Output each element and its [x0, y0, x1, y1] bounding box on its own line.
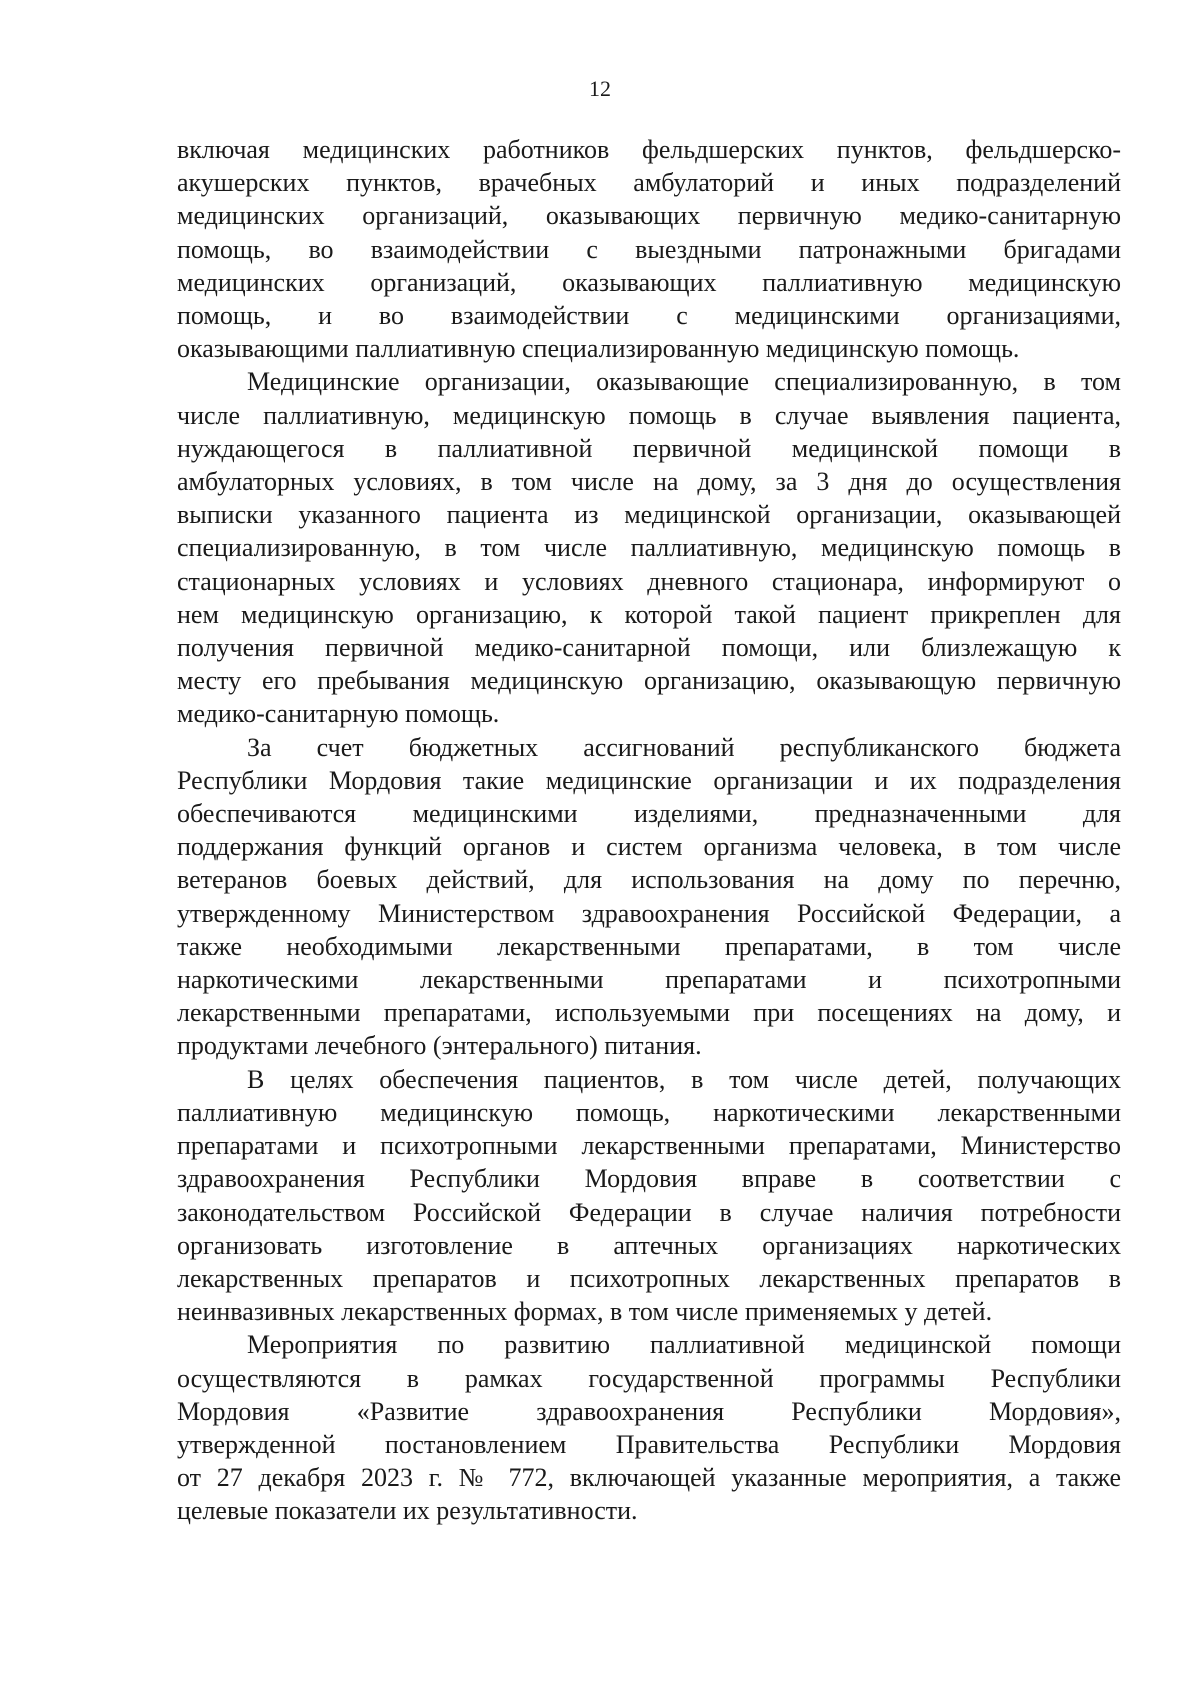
text-line: Республики Мордовия такие медицинские организации и их подразделения: [177, 765, 1121, 795]
text-line: также необходимыми лекарственными препаратами, в том числе: [177, 931, 1121, 961]
text-line: неинвазивных лекарственных формах, в том числе применяемых у детей.: [177, 1297, 993, 1327]
text-line: лекарственными препаратами, используемыми при посещениях на дому, и: [177, 998, 1121, 1028]
text-line: нуждающегося в паллиативной первичной медицинской помощи в: [177, 433, 1121, 463]
text-line: здравоохранения Республики Мордовия вправе в соответствии с: [177, 1164, 1121, 1194]
text-line: Медицинские организации, оказывающие специализированную, в том: [247, 367, 1121, 397]
text-line: обеспечиваются медицинскими изделиями, предназначенными для: [177, 799, 1121, 829]
text-line: оказывающими паллиативную специализированную медицинскую помощь.: [177, 334, 1020, 364]
text-line: Мордовия «Развитие здравоохранения Республики Мордовия»,: [177, 1396, 1121, 1426]
text-line: амбулаторных условиях, в том числе на дому, за 3 дня до осуществления: [177, 467, 1121, 497]
text-line: выписки указанного пациента из медицинской организации, оказывающей: [177, 500, 1121, 530]
text-line: утвержденному Министерством здравоохранения Российской Федерации, а: [177, 898, 1121, 928]
text-line: осуществляются в рамках государственной программы Республики: [177, 1363, 1121, 1393]
text-line: лекарственных препаратов и психотропных лекарственных препаратов в: [177, 1263, 1121, 1293]
text-line: организовать изготовление в аптечных организациях наркотических: [177, 1230, 1121, 1260]
text-line: помощь, и во взаимодействии с медицинскими организациями,: [177, 301, 1121, 331]
paragraph-1: [177, 133, 1121, 365]
text-line: стационарных условиях и условиях дневного стационара, информируют о: [177, 566, 1121, 596]
text-line: нем медицинскую организацию, к которой такой пациент прикреплен для: [177, 599, 1121, 629]
text-line: помощь, во взаимодействии с выездными патронажными бригадами: [177, 234, 1121, 264]
text-line: паллиативную медицинскую помощь, наркотическими лекарственными: [177, 1097, 1121, 1127]
text-line: ветеранов боевых действий, для использования на дому по перечню,: [177, 865, 1121, 895]
text-line: поддержания функций органов и систем организма человека, в том числе: [177, 832, 1121, 862]
text-line: получения первичной медико-санитарной помощи, или близлежащую к: [177, 633, 1121, 663]
text-line: препаратами и психотропными лекарственными препаратами, Министерство: [177, 1131, 1121, 1161]
text-line: медицинских организаций, оказывающих паллиативную медицинскую: [177, 267, 1121, 297]
text-line: месту его пребывания медицинскую организацию, оказывающую первичную: [177, 666, 1121, 696]
page-number: 12: [589, 76, 611, 101]
text-line: Мероприятия по развитию паллиативной медицинской помощи: [247, 1330, 1121, 1360]
text-line: включая медицинских работников фельдшерских пунктов, фельдшерско-: [177, 135, 1121, 164]
document-body: [177, 133, 1121, 1528]
text-line: наркотическими лекарственными препаратами и психотропными: [177, 965, 1121, 995]
paragraph-5: [177, 1328, 1121, 1527]
text-line: числе паллиативную, медицинскую помощь в случае выявления пациента,: [177, 400, 1121, 430]
text-line: целевые показатели их результативности.: [177, 1496, 638, 1526]
paragraph-4: [177, 1063, 1121, 1329]
text-line: медицинских организаций, оказывающих первичную медико-санитарную: [177, 201, 1121, 231]
text-line: законодательством Российской Федерации в случае наличия потребности: [177, 1197, 1121, 1227]
paragraph-3: [177, 731, 1121, 1063]
text-line: утвержденной постановлением Правительства Республики Мордовия: [177, 1429, 1121, 1459]
text-line: акушерских пунктов, врачебных амбулаторий и иных подразделений: [177, 168, 1121, 198]
text-line: от 27 декабря 2023 г. № 772, включающей указанные мероприятия, а также: [177, 1463, 1121, 1493]
text-line: За счет бюджетных ассигнований республиканского бюджета: [247, 732, 1121, 762]
text-line: В целях обеспечения пациентов, в том числе детей, получающих: [247, 1064, 1121, 1094]
text-line: медико-санитарную помощь.: [177, 699, 500, 729]
text-line: специализированную, в том числе паллиативную, медицинскую помощь в: [177, 533, 1121, 563]
text-line: продуктами лечебного (энтерального) питания.: [177, 1031, 702, 1061]
paragraph-2: [177, 365, 1121, 730]
